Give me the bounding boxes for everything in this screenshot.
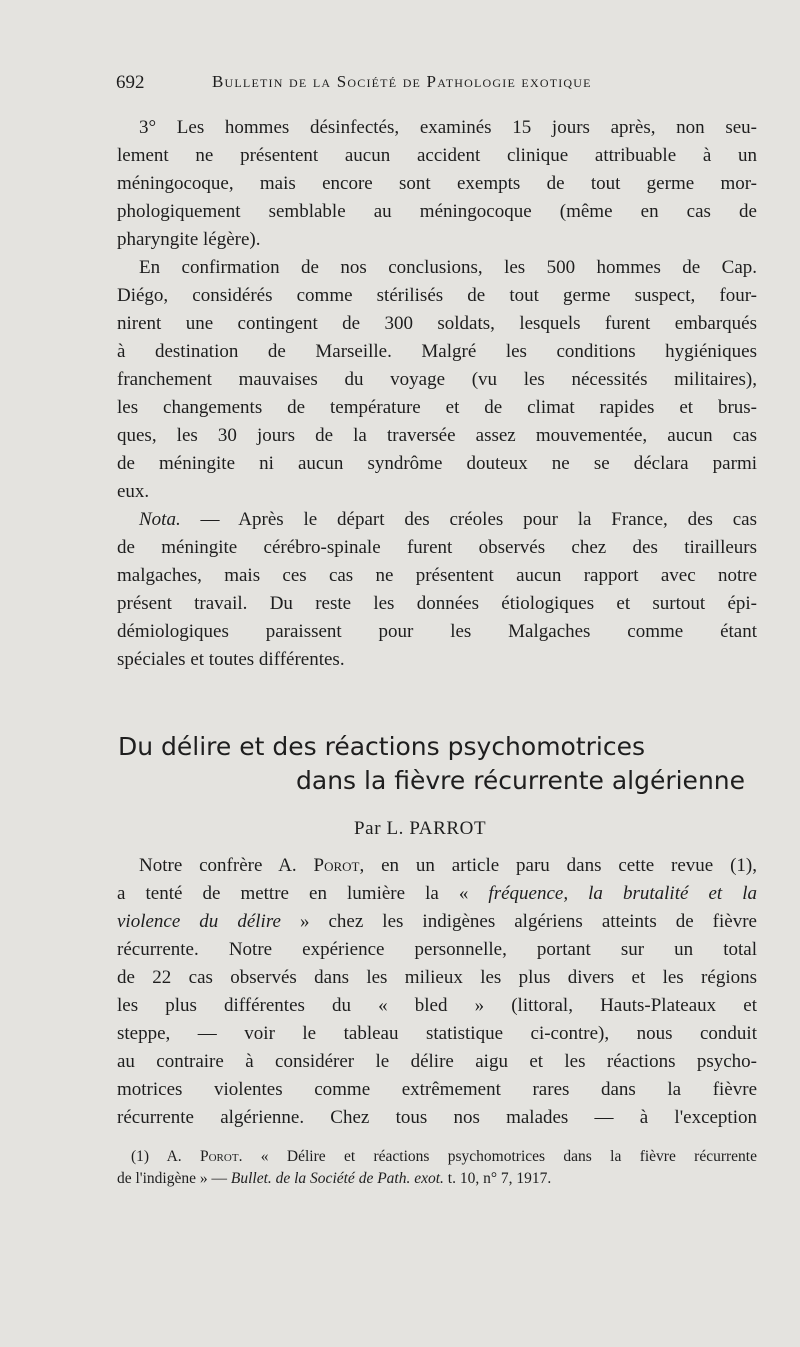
- article-title-line-2: dans la fièvre récurrente algérienne: [296, 766, 746, 795]
- text-line: présent travail. Du reste les données étiologiques et surtout épi-: [117, 593, 757, 614]
- text-line: au contraire à considérer le délire aigu et les réactions psycho-: [117, 1051, 757, 1072]
- text-line: de méningite ni aucun syndrôme douteux ne se déclara parmi: [117, 453, 757, 474]
- text-line: récurrente algérienne. Chez tous nos malades — à l'exception: [117, 1107, 757, 1128]
- text-line: pharyngite légère).: [117, 229, 261, 250]
- text-line: récurrente. Notre expérience personnelle, portant sur un total: [117, 939, 757, 960]
- text-line: méningocoque, mais encore sont exempts de tout germe mor-: [117, 173, 757, 194]
- text-line: phologiquement semblable au méningocoque (même en cas de: [117, 201, 757, 222]
- text-line: steppe, — voir le tableau statistique ci-contre), nous conduit: [117, 1023, 757, 1044]
- running-head: [116, 72, 756, 98]
- text-line: à destination de Marseille. Malgré les conditions hygiéniques: [117, 341, 757, 362]
- footnote-line: (1) A. Porot. « Délire et réactions psychomotrices dans la fièvre récurrente: [131, 1148, 757, 1165]
- text-line: Diégo, considérés comme stérilisés de tout germe suspect, four-: [117, 285, 757, 306]
- text-line: eux.: [117, 481, 150, 502]
- journal-title: Bulletin de la Société de Pathologie exotique: [212, 72, 592, 91]
- text-line: démiologiques paraissent pour les Malgaches comme étant: [117, 621, 757, 642]
- nota-line: Nota. — Après le départ des créoles pour la France, des cas: [139, 509, 757, 530]
- text-line: les plus différentes du « bled » (littoral, Hauts-Plateaux et: [117, 995, 757, 1016]
- nota-label: Nota.: [139, 509, 181, 530]
- footnote-line: de l'indigène » — Bullet. de la Société de Path. exot. t. 10, n° 7, 1917.: [117, 1170, 552, 1187]
- text-line: nirent une contingent de 300 soldats, lesquels furent embarqués: [117, 313, 757, 334]
- text-line: violence du délire » chez les indigènes algériens atteints de fièvre: [117, 911, 757, 932]
- text-line: lement ne présentent aucun accident clinique attribuable à un: [117, 145, 757, 166]
- page-number: 692: [116, 72, 145, 93]
- text-line: franchement mauvaises du voyage (vu les nécessités militaires),: [117, 369, 757, 390]
- text-line: En confirmation de nos conclusions, les 500 hommes de Cap.: [139, 257, 757, 278]
- text-line: Notre confrère A. Porot, en un article paru dans cette revue (1),: [139, 855, 757, 876]
- text-line: malgaches, mais ces cas ne présentent aucun rapport avec notre: [117, 565, 757, 586]
- text-line: de 22 cas observés dans les milieux les plus divers et les régions: [117, 967, 757, 988]
- text-line: a tenté de mettre en lumière la « fréquence, la brutalité et la: [117, 883, 757, 904]
- text-line: motrices violentes comme extrêmement rares dans la fièvre: [117, 1079, 757, 1100]
- text-line: les changements de température et de climat rapides et brus-: [117, 397, 757, 418]
- text-line: de méningite cérébro-spinale furent observés chez des tirailleurs: [117, 537, 757, 558]
- text-line: spéciales et toutes différentes.: [117, 649, 345, 670]
- author-name: Porot: [313, 855, 360, 876]
- text-line: 3° Les hommes désinfectés, examinés 15 jours après, non seu-: [139, 117, 757, 138]
- byline: Par L. PARROT: [354, 818, 487, 839]
- article-title-line-1: Du délire et des réactions psychomotrices: [118, 732, 646, 761]
- text-line: ques, les 30 jours de la traversée assez mouvementée, aucun cas: [117, 425, 757, 446]
